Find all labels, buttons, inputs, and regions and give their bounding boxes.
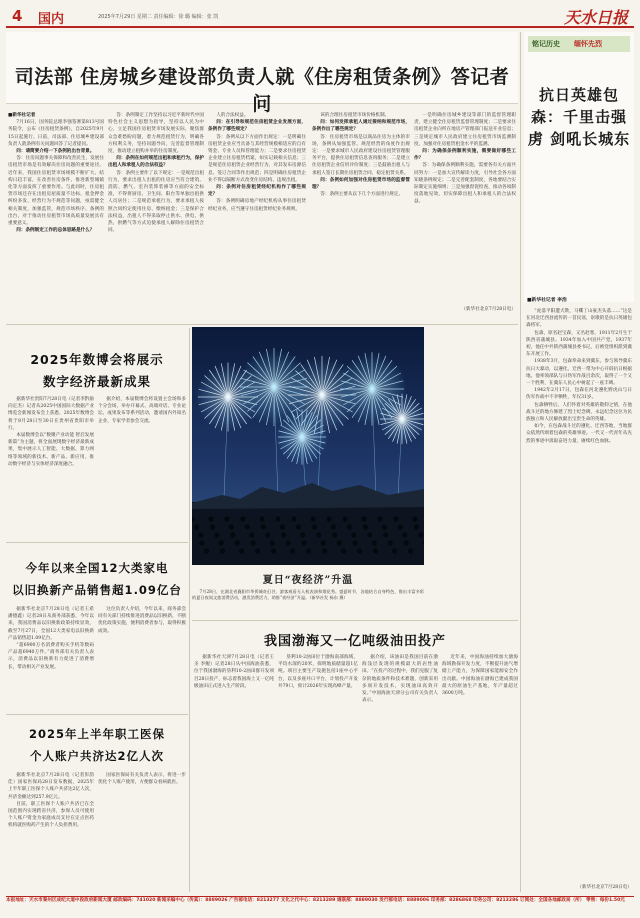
article-column — [208, 112, 306, 322]
article-paragraph: 答：条例主要作了以下规定：一是规范出租行为，要求出租人出租的住房应当符合建筑、消防、燃气、室内装饰装修等方面的安全标准，不得将厨房、卫生间、阳台等单独出租供人员居住；二是规范承租行为，要求承租人按照合同约定使用住房、缴纳租金；三是保护合法权益，出租人不得采取停止供水、供电、供热、供燃气等方式迫使承租人解除住房租赁合同。 — [108, 170, 204, 234]
article-column — [414, 112, 516, 302]
crowd-silhouette — [367, 532, 372, 537]
dateline: （新华社北京7月28日电） — [577, 885, 632, 890]
article-paragraph: 如今，在包森战斗过的遵化、迁西等地，当地群众依然传颂着包森的英雄事迹。一代又一代青年从先烈的事迹中汲取奋进力量，赓续红色血脉。 — [526, 424, 632, 444]
article-paragraph: 国家医保局有关负责人表示，将进一步优化个人账户使用，方便群众看病就医。 — [98, 773, 186, 786]
article-paragraph: 一是明确住房城乡建设等部门的监督管理职责，建立健全住房租赁监督管理制度；二是要求住房租赁企业向所在地房产管理部门报送开业信息；三是规定城市人民政府建立住房租赁市场监测制度，加强对住房租赁租金水平的监测。 — [414, 113, 516, 147]
article-paragraph: 7月16日，国务院总理李强签署第813号国务院令，公布《住房租赁条例》，自2025年9月15日起施行。日前，司法部、住房城乡建设部负责人就条例有关问题回答了记者提问。 — [8, 120, 104, 147]
article-column — [8, 772, 94, 890]
crowd-silhouette — [219, 540, 224, 545]
crowd-silhouette — [265, 532, 270, 537]
crowd-silhouette — [351, 532, 356, 537]
article-paragraph: 答：为确保条例顺利实施，需要各有关方面共同努力：一是加大宣传解读力度，引导社会各方面知晓条例规定；二是完善配套制度，各地要结合实际制定实施细则；三是加强督促检查，推动各项制度落地见效，切实保障出租人和承租人的合法权益。 — [414, 163, 516, 205]
photo-night-fireworks — [192, 327, 424, 565]
crowd-silhouette — [296, 524, 301, 529]
article-column — [108, 112, 204, 322]
crowd-silhouette — [412, 516, 417, 521]
crowd-silhouette — [392, 548, 397, 553]
sidebar-author: ■新华社记者 李浩 — [527, 298, 567, 303]
headline: 2025年数博会将展示 — [30, 352, 164, 367]
article-column — [98, 772, 186, 890]
crowd-silhouette — [398, 524, 403, 529]
article-question: 问：在引导和规范住房租赁企业发展方面，条例作了哪些规定？ — [208, 120, 306, 133]
crowd-silhouette — [198, 532, 203, 537]
crowd-silhouette — [229, 524, 234, 529]
article-question: 问：条例在如何规范出租和承租行为，保护出租人和承租人的合法权益？ — [108, 156, 204, 169]
section-name: 国内 — [38, 12, 65, 27]
article-paragraph: 据新华社贵阳7月28日电（记者李黔渝 向定杰）记者从2025中国国际大数据产业博览会新闻发布会上获悉，2025年数博会将于8月28日至30日在贵州省贵阳市举行。 — [8, 397, 94, 431]
crowd-silhouette — [280, 524, 285, 529]
headline: 数字经济最新成果 — [42, 374, 151, 389]
crowd-silhouette — [342, 516, 347, 521]
article-column — [98, 396, 186, 536]
crowd-silhouette — [290, 548, 295, 553]
article-paragraph: 该的合理住房租赁市场价格机制。 — [320, 113, 390, 118]
article-column — [362, 654, 438, 890]
crowd-silhouette — [220, 548, 225, 553]
crowd-silhouette — [224, 516, 229, 521]
crowd-silhouette — [208, 516, 213, 521]
article-column — [278, 654, 358, 890]
byline: ■新华社记者 — [8, 113, 36, 118]
headline: 以旧换新产品销售超1.09亿台 — [12, 583, 182, 597]
headline: 2025年上半年职工医保 — [28, 727, 165, 741]
crowd-silhouette — [255, 548, 260, 553]
crowd-silhouette — [373, 548, 378, 553]
headline: 我国渤海又一亿吨级油田投产 — [263, 634, 446, 649]
article-question: 问：如何发挥承租人通过接纳和规范市场，条例作出了哪些规定？ — [312, 120, 410, 133]
crowd-silhouette — [214, 532, 219, 537]
article-paragraph: 目前，职工医保个人账户共济已在全国范围内实现跨省共济，参保人员可使用个人账户资金为家庭成员支付在定点医药机构就医购药产生的个人负担费用。 — [8, 801, 94, 829]
crowd-silhouette — [200, 540, 205, 545]
article-paragraph: 包森牺牲后，人们怀着对英雄的敬仰之情，在他战斗过的地方修建了烈士纪念碑，永远纪念这位为民族独立和人民解放献出宝贵生命的英雄。 — [526, 402, 632, 423]
divider — [6, 542, 188, 543]
crowd-silhouette — [402, 532, 407, 537]
article-paragraph: 答：住房问题事关保障和改善民生，发展住房租赁市场是有效解决住房问题的重要途径。近年来，我国住房租赁市场规模不断扩大、结构日趋丰富，在改善住房条件、推进新型城镇化等方面发挥了重要作用。与此同时，住房租赁市场还存在出租房屋质量不达标、租金押金纠纷多发、经营行为不规范等问题，亟需健全相关制度，加强监管，规范市场秩序。条例的出台，对于推动住房租赁市场高质量发展具有重要意义。 — [8, 156, 104, 227]
page-footer: 本报地址：天水市秦州区成纪大道中段政府新闻大厦 邮政编码：741020 新闻采编中心（传真）：8889026 广告部电话：8213277 文化之代中心：8213289 通联部：8889030 发行部电话：8889006 印务部：8286868 印务公司：8213286 订阅处：全国各地邮政局（所） 零售：每份1.50元 — [6, 896, 634, 904]
divider — [6, 324, 518, 325]
article-paragraph: 1942年2月17日，包森在河北遵化野虎山与日伪军作战中不幸牺牲，年仅31岁。 — [526, 388, 632, 401]
article-paragraph: 1938年3月，包森奉命来到冀东，参与领导冀东抗日大暴动，以遵化、迁西一带为中心开辟抗日根据地。他率领部队与日伪军作战百余次，取得了一个又一个胜利，在冀东人民心中树起了一座丰碑。 — [526, 359, 632, 387]
crowd-silhouette — [383, 532, 388, 537]
article-paragraph: 答：住房租赁市场是以商品住房为主体的市场，条例从加强监管、规范经营的角度作出规定：一是要求城市人民政府建设住房租赁管理服务平台，提供住房租赁信息查询服务；二是建立住房租赁企业信用评价制度；三是鼓励出租人与承租人签订长期住房租赁合同，稳定租赁关系。 — [312, 134, 410, 176]
crowd-silhouette — [210, 524, 215, 529]
article-paragraph: 据介绍，本届数博会将设置主会场和多个分会场，举办开幕式、高端对话、专业论坛、成果发布等系列活动，邀请国内外知名企业、专家学者参会交流。 — [98, 397, 186, 424]
crowd-silhouette — [239, 548, 244, 553]
crowd-silhouette — [347, 524, 352, 529]
crowd-silhouette — [316, 532, 321, 537]
article-column — [8, 606, 94, 710]
photo-caption: 7月28日，在湖北省襄阳市华侨城奇幻谷，游客观看无人机表演和烟花秀。盛夏时节，各地结合自身特色，推出丰富多彩的夏日夜间文旅消费活动，激发消费活力，助推“夜经济”升温。（新华社发 杨东 摄） — [192, 589, 424, 601]
crowd-silhouette — [321, 540, 326, 545]
article-column — [8, 112, 104, 334]
crowd-silhouette — [408, 548, 413, 553]
crowd-silhouette — [204, 548, 209, 553]
article-question: 问：为确保条例顺利实施，需要做好哪些工作？ — [414, 149, 516, 162]
article-column — [8, 396, 94, 536]
crowd-silhouette — [341, 548, 346, 553]
column-tag-right: 缅怀先烈 — [574, 40, 602, 48]
article-paragraph: 本届数博会以“数聚产业动能 智启发展新篇”为主题，将全面展现数字经济最新成果，集中展示人工智能、大数据、算力网络等领域的新技术、新产品、新应用，推动数字经济与实体经济深度融合。 — [8, 433, 94, 467]
crowd-silhouette — [281, 532, 286, 537]
fireworks-photo — [192, 327, 424, 565]
article-paragraph: “虎落平阳遭犬欺，马嘶丁山豪杰头落……”这是在河北迁西县流传的一首民谣，讴歌的是抗日英雄包森将军。 — [526, 309, 632, 329]
article-paragraph: “超6900万名消费者购买手机等数码产品超6940万件。”商务部有关负责人表示，消费品以旧换新有力促进了消费增长，带动相关产业发展。 — [8, 643, 94, 670]
article-column — [194, 654, 274, 890]
dateline: （新华社北京7月28日电） — [461, 307, 516, 312]
headline: 今年以来全国12大类家电 — [25, 561, 169, 575]
crowd-silhouette — [300, 532, 305, 537]
article-paragraph: 据新华社北京7月28日电（记者彭韵佳）国家医保局28日发布数据，2025年上半年职工医保个人账户共济达2亿人次，共济金额达到257.9亿元。 — [8, 773, 94, 800]
sidebar-feature — [524, 32, 634, 302]
crowd-silhouette — [275, 516, 280, 521]
crowd-silhouette — [322, 548, 327, 553]
article-paragraph: 包森，原名赵宝森，又名赵寒，1911年2月生于陕西省蒲城县。1934年加入中国共产党。1937年初，他任中共陕西蒲城县委书记，后被党组织派到冀东开展工作。 — [526, 330, 632, 358]
crowd-silhouette — [306, 548, 311, 553]
crowd-silhouette — [414, 524, 419, 529]
photo-title: 夏日“夜经济”升温 — [262, 575, 354, 586]
page-header — [6, 4, 634, 28]
divider — [6, 714, 188, 715]
crowd-silhouette — [404, 540, 409, 545]
crowd-silhouette — [240, 516, 245, 521]
article-paragraph: 答：条例制定工作坚持以习近平新时代中国特色社会主义思想为指导，坚持以人民为中心，立足我国住房租赁市场发展实际，聚焦群众急难愁盼问题，着力规范租赁行为，明确各方权利义务，坚持问题导向，完善监督管理制度，推动建立租购并举的住房制度。 — [108, 113, 204, 155]
article-paragraph: 垦利10-2油田位于渤海南部海域，平均水深约20米，探明地质储量超1亿吨。项目主要生产设施包括1座中心平台，以及多座井口平台，计划投产开发井79口，预计2026年实现高峰产量。 — [278, 655, 358, 689]
crowd-silhouette — [393, 516, 398, 521]
crowd-silhouette — [377, 516, 382, 521]
article-column — [312, 112, 410, 322]
article-title: 司法部 住房城乡建设部负责人就《住房租赁条例》答记者问 — [14, 66, 510, 115]
crowd-silhouette — [388, 540, 393, 545]
crowd-silhouette — [312, 524, 317, 529]
article-paragraph: 答：条例明确房地产经纪机构从事住房租赁经纪业务，应当遵守住房租赁经纪业务规则。 — [208, 199, 306, 212]
article-column — [526, 308, 632, 882]
crowd-silhouette — [286, 540, 291, 545]
crowd-silhouette — [353, 540, 358, 545]
crowd-silhouette — [332, 532, 337, 537]
sidebar-title: 抗日英雄包森：千里击强虏 剑吼长城东 — [527, 86, 631, 148]
article-question: 问：请简要介绍一下条例的出台背景。 — [16, 149, 95, 155]
crowd-silhouette — [382, 524, 387, 529]
crowd-silhouette — [194, 524, 199, 529]
article-question: 问：条例如何加强对住房租赁市场的监督管理？ — [312, 177, 410, 191]
article-question: 问：条例对住房租赁经纪机构作了哪些规定？ — [208, 185, 306, 198]
crowd-silhouette — [363, 524, 368, 529]
article-paragraph: 人的合法权益。 — [216, 113, 249, 118]
crowd-silhouette — [271, 548, 276, 553]
article-paragraph: 答：条例从以下方面作出规定：一是明确住房租赁企业应当具备与其经营规模相适应的自有资金、专业人员和管理能力；二是要求住房租赁企业建立住房租赁档案，如实记载相关信息；三是规范住房租赁企业经营行为，对其发布房源信息、签订合同等作出规范；四是明确住房租赁企业不得以隔断方式改变住房结构、违规出租。 — [208, 134, 306, 183]
crowd-silhouette — [357, 548, 362, 553]
crowd-silhouette — [245, 524, 250, 529]
divider — [192, 620, 518, 621]
crowd-silhouette — [261, 524, 266, 529]
article-paragraph: 答：条例主要从以下几个方面进行规定。 — [320, 192, 403, 198]
article-banner — [6, 32, 518, 115]
crowd-silhouette — [230, 532, 235, 537]
article-paragraph: 据新华社天津7月28日电（记者王圣 李鲲）记者28日从中国海油获悉，位于我国渤海的垦利10-2油田群开发项目28日投产，标志着我国海上又一亿吨级油田正式进入生产阶段。 — [194, 655, 274, 689]
crowd-silhouette — [251, 540, 256, 545]
crowd-silhouette — [270, 540, 275, 545]
page-number: 4 — [12, 7, 23, 25]
divider — [520, 32, 521, 892]
divider — [189, 328, 190, 892]
headline: 个人账户共济达2亿人次 — [29, 749, 164, 763]
crowd-silhouette — [302, 540, 307, 545]
crowd-silhouette — [372, 540, 377, 545]
crowd-silhouette — [326, 516, 331, 521]
crowd-silhouette — [249, 532, 254, 537]
article-paragraph: 这位负责人介绍，今年以来，商务部会同有关部门持续推进消费品以旧换新，不断优化政策实施，便利消费者参与，取得积极成效。 — [98, 607, 186, 634]
crowd-silhouette — [331, 524, 336, 529]
article-paragraph: 据新华社北京7月28日电（记者王希 潘德鑫）记者28日从商务部获悉，今年以来，我国消费品以旧换新政策持续显效，截至7月27日，全国12大类家电以旧换新产品销售超1.09亿台。 — [8, 607, 94, 641]
crowd-silhouette — [259, 516, 264, 521]
article-question: 问：条例制定工作的总体思路是什么？ — [16, 228, 95, 234]
crowd-silhouette — [291, 516, 296, 521]
crowd-silhouette — [418, 532, 423, 537]
newspaper-logo: 天水日报 — [563, 8, 628, 27]
column-tag-left: 铭记历史 — [532, 40, 560, 48]
issue-meta: 2025年7月29日 星期二 责任编辑：徐 璐 编辑：张 凯 — [98, 14, 219, 20]
article-paragraph: 近年来，中国海油持续加大渤海海域勘探开发力度，不断提升油气增储上产能力，为保障国家能源安全作出贡献。中国海油在渤海已建成我国最大的原油生产基地，年产量超过3600万吨。 — [442, 655, 518, 697]
crowd-silhouette — [310, 516, 315, 521]
crowd-silhouette — [235, 540, 240, 545]
crowd-silhouette — [337, 540, 342, 545]
article-column — [442, 654, 518, 890]
article-column — [98, 606, 186, 710]
crowd-silhouette — [361, 516, 366, 521]
article-paragraph: 据介绍，该油田是我国目前在渤海浅层发现的规模最大的岩性油田。“在投产的过程中，我们克服了复杂的地质条件和技术难题，创新采用多项开发技术，实现油田高效开发。”中国海油天津分公司有关负责人表示。 — [362, 655, 438, 704]
